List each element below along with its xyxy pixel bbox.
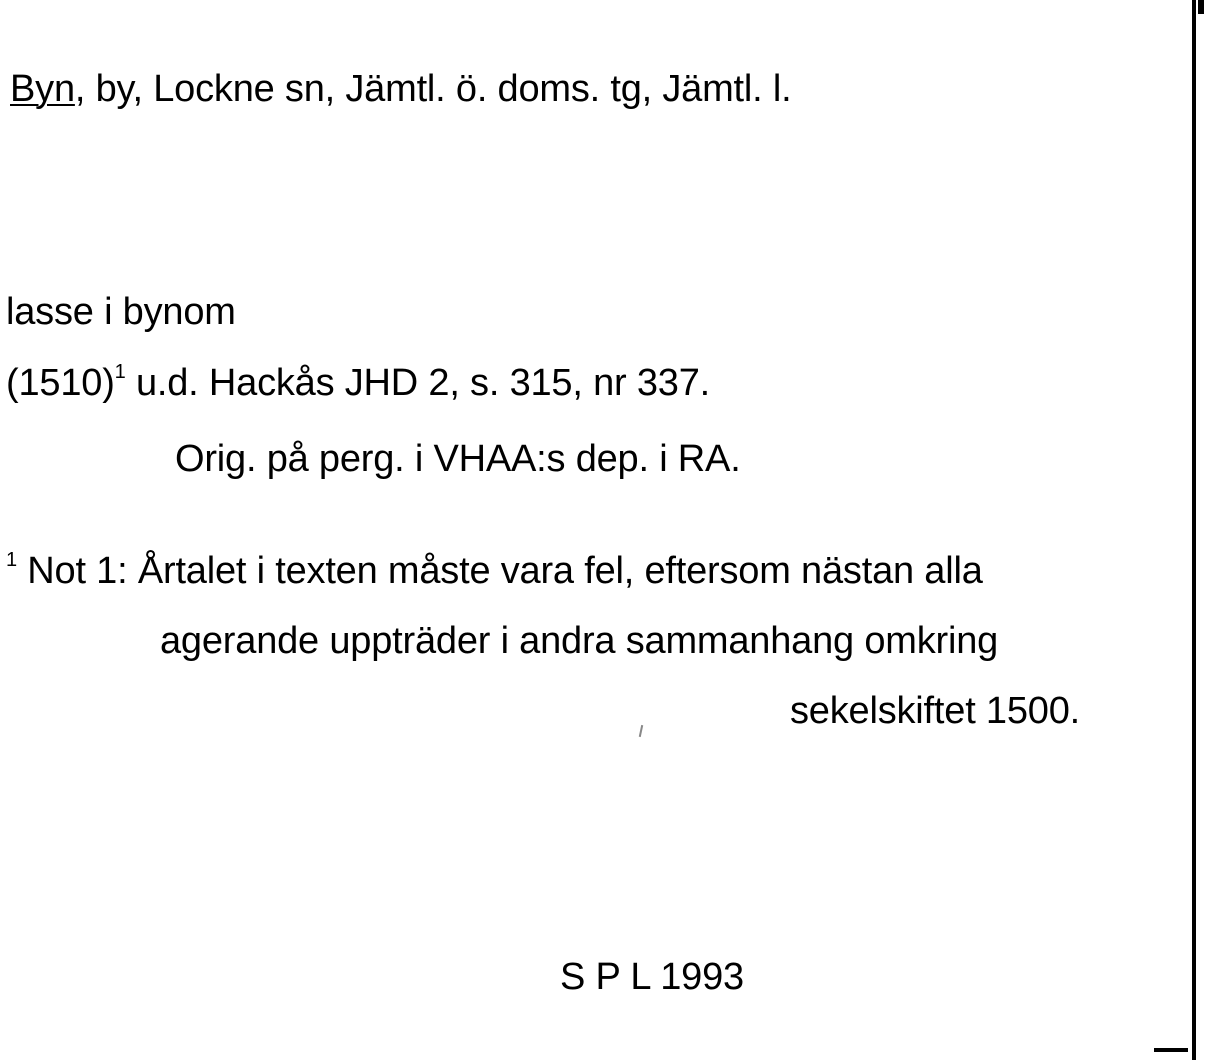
page-edge-line <box>1192 0 1196 1060</box>
footnote-text-3: sekelskiftet 1500. <box>790 690 1081 732</box>
footnote-text-1: Årtalet i texten måste vara fel, eftersom nästan alla <box>137 550 983 592</box>
entry-source: u.d. Hackås JHD 2, s. 315, nr 337. <box>125 362 710 404</box>
entry-text: lasse i bynom <box>6 291 236 333</box>
footnote-line-1 <box>6 549 983 592</box>
entry-year: (1510) <box>6 362 115 404</box>
entry-original: Orig. på perg. i VHAA:s dep. i RA. <box>175 438 741 480</box>
footnote-marker: 1 <box>6 549 17 571</box>
entry-note-ref: 1 <box>114 361 126 383</box>
footnote-text-2: agerande uppträder i andra sammanhang omkring <box>160 620 999 662</box>
signature: S P L 1993 <box>560 956 744 998</box>
place-name: Byn <box>10 68 75 110</box>
footnote-label: Not 1: <box>16 550 138 592</box>
page-edge-mark-top <box>1198 0 1204 14</box>
page-edge-mark-bottom <box>1154 1048 1188 1052</box>
entry-source-line <box>6 361 710 404</box>
place-description: , by, Lockne sn, Jämtl. ö. doms. tg, Jämtl. l. <box>74 68 792 110</box>
place-heading <box>10 70 791 108</box>
scan-speck <box>639 725 643 737</box>
